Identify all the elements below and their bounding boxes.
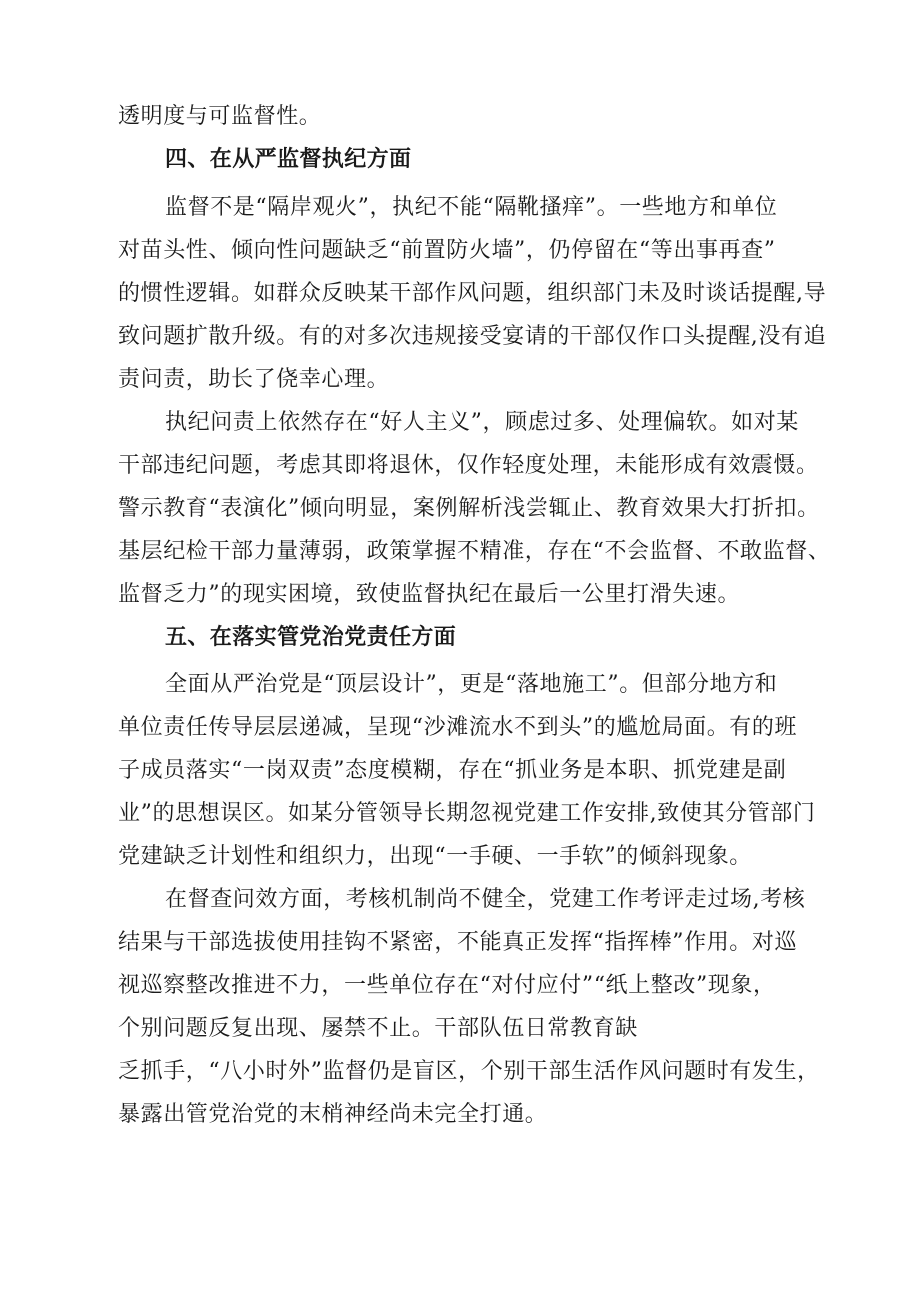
text-line: 单位责任传导层层递减，呈现“沙滩流水不到头”的尴尬局面。有的班 xyxy=(118,715,798,740)
text-line: 透明度与可监督性。 xyxy=(118,104,322,129)
text-line: 业”的思想误区。如某分管领导长期忽视党建工作安排,致使其分管部门 xyxy=(118,801,816,826)
text-line: 个别问题反复出现、屡禁不止。干部队伍日常教育缺 xyxy=(118,1016,638,1041)
text-line: 对苗头性、倾向性问题缺乏“前置防火墙”，仍停留在“等出事再查” xyxy=(118,238,776,263)
text-line: 执纪问责上依然存在“好人主义”，顾虑过多、处理偏软。如对某 xyxy=(165,410,799,435)
text-line: 责问责，助长了侥幸心理。 xyxy=(118,367,390,392)
text-line: 干部违纪问题，考虑其即将退休，仅作轻度处理，未能形成有效震慑。 xyxy=(118,453,819,478)
text-line: 乏抓手，“八小时外”监督仍是盲区，个别干部生活作风问题时有发生， xyxy=(118,1059,820,1084)
text-line: 警示教育“表演化”倾向明显，案例解析浅尝辄止、教育效果大打折扣。 xyxy=(118,496,820,521)
text-line: 的惯性逻辑。如群众反映某干部作风问题，组织部门未及时谈话提醒,导 xyxy=(118,281,827,306)
text-line: 监督乏力”的现实困境，致使监督执纪在最后一公里打滑失速。 xyxy=(118,582,741,607)
text-line: 致问题扩散升级。有的对多次违规接受宴请的干部仅作口头提醒,没有追 xyxy=(118,324,827,349)
text-line: 视巡察整改推进不力，一些单位存在“对付应付”“纸上整改”现象， xyxy=(118,973,776,998)
section-heading-4: 四、在从严监督执纪方面 xyxy=(165,147,412,172)
section-heading-5: 五、在落实管党治党责任方面 xyxy=(165,625,457,650)
text-line: 基层纪检干部力量薄弱，政策掌握不精准，存在“不会监督、不敢监督、 xyxy=(118,539,831,564)
text-line: 暴露出管党治党的末梢神经尚未完全打通。 xyxy=(118,1102,548,1127)
text-line: 结果与干部选拔使用挂钩不紧密，不能真正发挥“指挥棒”作用。对巡 xyxy=(118,930,798,955)
text-line: 党建缺乏计划性和组织力，出现“一手硬、一手软”的倾斜现象。 xyxy=(118,844,752,869)
text-line: 全面从严治党是“顶层设计”，更是“落地施工”。但部分地方和 xyxy=(165,672,778,697)
text-line: 监督不是“隔岸观火”，执纪不能“隔靴搔痒”。一些地方和单位 xyxy=(165,195,778,220)
text-line: 子成员落实“一岗双责”态度模糊，存在“抓业务是本职、抓党建是副 xyxy=(118,758,787,783)
text-line: 在督查问效方面，考核机制尚不健全，党建工作考评走过场,考核 xyxy=(165,887,806,912)
